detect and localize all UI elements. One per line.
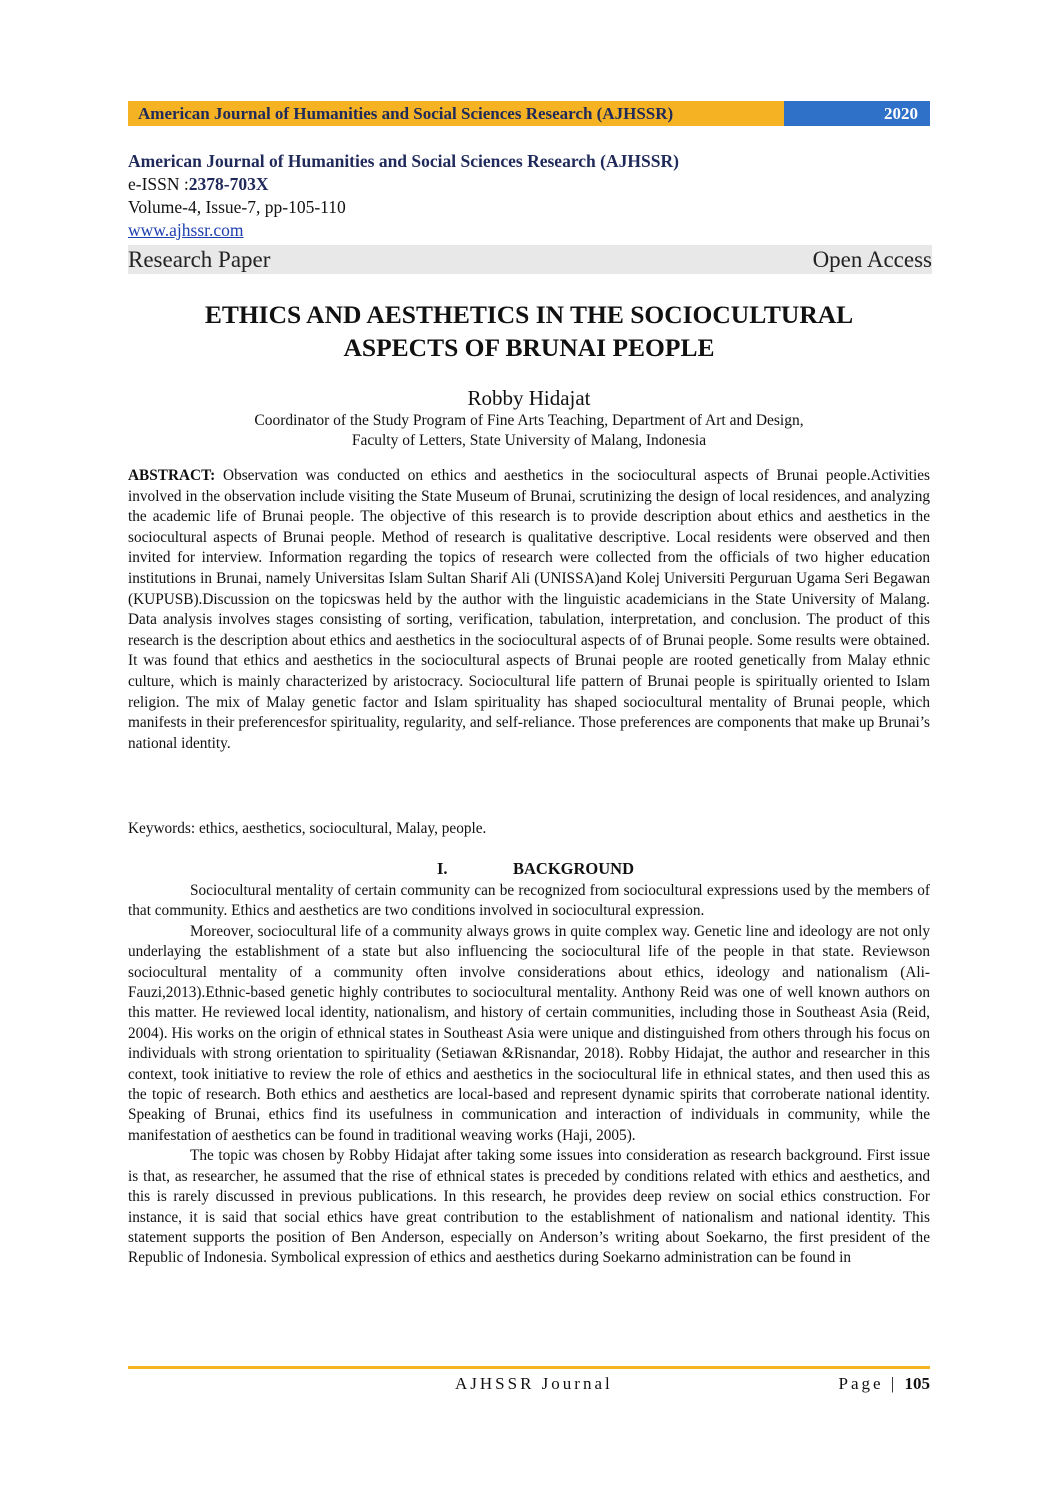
affiliation-line-2: Faculty of Letters, State University of Malang, Indonesia bbox=[351, 432, 707, 449]
section-title: BACKGROUND bbox=[513, 859, 635, 878]
issn-line bbox=[128, 173, 930, 196]
author-name: Robby Hidajat bbox=[467, 386, 591, 410]
journal-info bbox=[128, 150, 930, 243]
title-line-2: ASPECTS OF BRUNAI PEOPLE bbox=[343, 333, 715, 362]
abstract-text: Observation was conducted on ethics and aesthetics in the sociocultural aspects of Brunai people.Activities involved in the observation include visiting the State Museum of Brunai, scrutinizing the design of local residences, and analyzing the academic life of Brunai people. The objective of this research is to provide description about ethics and aesthetics in the sociocultural aspects of Brunai people. Method of research is qualitative descriptive. Local residents were observed and then invited for interview. Information regarding the topics of research were collected from the officials of two higher education institutions in Brunai, namely Universitas Islam Sultan Sharif Ali (UNISSA)and Kolej Universiti Perguruan Ugama Seri Begawan (KUPUSB).Discussion on the topicswas held by the author with the linguistic academicians in the State University of Malang. Data analysis involves stages consisting of sorting, verification, tabulation, interpretation, and conclusion. The product of this research is the description about ethics and aesthetics in the sociocultural aspects of of Brunai people. Some results were obtained. It was found that ethics and aesthetics in the sociocultural aspects of Brunai people are rooted genetically from Malay ethnic culture, which is mainly characterized by aristocracy. Sociocultural life pattern of Brunai people is spiritually oriented to Islam religion. The mix of Malay genetic factor and Islam spirituality has shaped sociocultural mentality of Brunai people, which manifests in their preferencesfor spirituality, regularity, and self-reliance. Those preferences are components that make up Brunai’s national identity. bbox=[128, 467, 930, 752]
paragraph: The topic was chosen by Robby Hidajat after taking some issues into consideration as research background. First issue is that, as researcher, he assumed that the rise of ethnical states is preceded by conditions related with ethics and aesthetics, and this is rarely discussed in previous publications. In this research, he provides deep review on social ethics construction. For instance, it is said that social ethics have great contribution to the establishment of nationalism and national identity. This statement supports the position of Ben Anderson, especially on Anderson’s writing about Soekarno, the first president of the Republic of Indonesia. Symbolical expression of ethics and aesthetics during Soekarno administration can be found in bbox=[128, 1147, 930, 1267]
abstract bbox=[128, 466, 930, 754]
paper-type: Research Paper bbox=[128, 247, 271, 272]
title-line-1: ETHICS AND AESTHETICS IN THE SOCIOCULTURAL bbox=[204, 300, 854, 329]
journal-website-link[interactable]: www.ajhssr.com bbox=[128, 220, 244, 240]
abstract-label: ABSTRACT: bbox=[128, 467, 216, 484]
header-journal-title: American Journal of Humanities and Social Sciences Research (AJHSSR) bbox=[128, 101, 784, 126]
page-number: 105 bbox=[904, 1374, 930, 1393]
paper-type-bar bbox=[128, 245, 932, 274]
affiliation-line-1: Coordinator of the Study Program of Fine Arts Teaching, Department of Art and Design, bbox=[254, 412, 804, 429]
section-number: I. bbox=[437, 859, 448, 878]
header-year: 2020 bbox=[784, 101, 930, 126]
access-type: Open Access bbox=[812, 247, 932, 272]
paper-title bbox=[128, 298, 930, 364]
author-affiliation bbox=[128, 411, 930, 451]
page-footer bbox=[128, 1374, 930, 1396]
volume-info: Volume-4, Issue-7, pp-105-110 bbox=[128, 197, 346, 217]
running-header bbox=[128, 101, 930, 126]
page-label: Page | bbox=[838, 1374, 905, 1393]
issn-label: e-ISSN : bbox=[128, 174, 189, 194]
journal-name: American Journal of Humanities and Social Sciences Research (AJHSSR) bbox=[128, 151, 679, 171]
footer-page bbox=[839, 1374, 930, 1394]
issn-value: 2378-703X bbox=[188, 174, 269, 194]
body-text bbox=[128, 881, 930, 1269]
paragraph: Sociocultural mentality of certain community can be recognized from sociocultural expressions used by the members of that community. Ethics and aesthetics are two conditions involved in sociocultural expression. bbox=[128, 882, 930, 920]
keywords: Keywords: ethics, aesthetics, sociocultural, Malay, people. bbox=[128, 820, 487, 837]
footer-divider bbox=[128, 1366, 930, 1369]
footer-journal: AJHSSR Journal bbox=[455, 1374, 613, 1393]
paragraph: Moreover, sociocultural life of a community always grows in quite complex way. Genetic line and ideology are not only underlaying the establishment of a state but also influencing the sociocultural life of the people in that state. Reviewson sociocultural mentality of a community often involve considerations about ethics, ideology and nationalism (Ali-Fauzi,2013).Ethnic-based genetic highly contributes to sociocultural mentality. Anthony Reid was one of well known authors on this matter. He reviewed local identity, nationalism, and history of certain communities, including those in Southeast Asia (Reid, 2004). His works on the origin of ethnical states in Southeast Asia were unique and distinguished from others through his focus on individuals with strong orientation to spirituality (Setiawan &Risnandar, 2018). Robby Hidajat, the author and researcher in this context, took initiative to review the role of ethics and aesthetics in the sociocultural life in ethnical states, and then used this as the topic of research. Both ethics and aesthetics are local-based and represent dynamic spirits that corroberate national identity. Speaking of Brunai, ethics find its usefulness in communication and interaction of individuals in community, while the manifestation of aesthetics can be found in traditional weaving works (Haji, 2005). bbox=[128, 922, 930, 1144]
